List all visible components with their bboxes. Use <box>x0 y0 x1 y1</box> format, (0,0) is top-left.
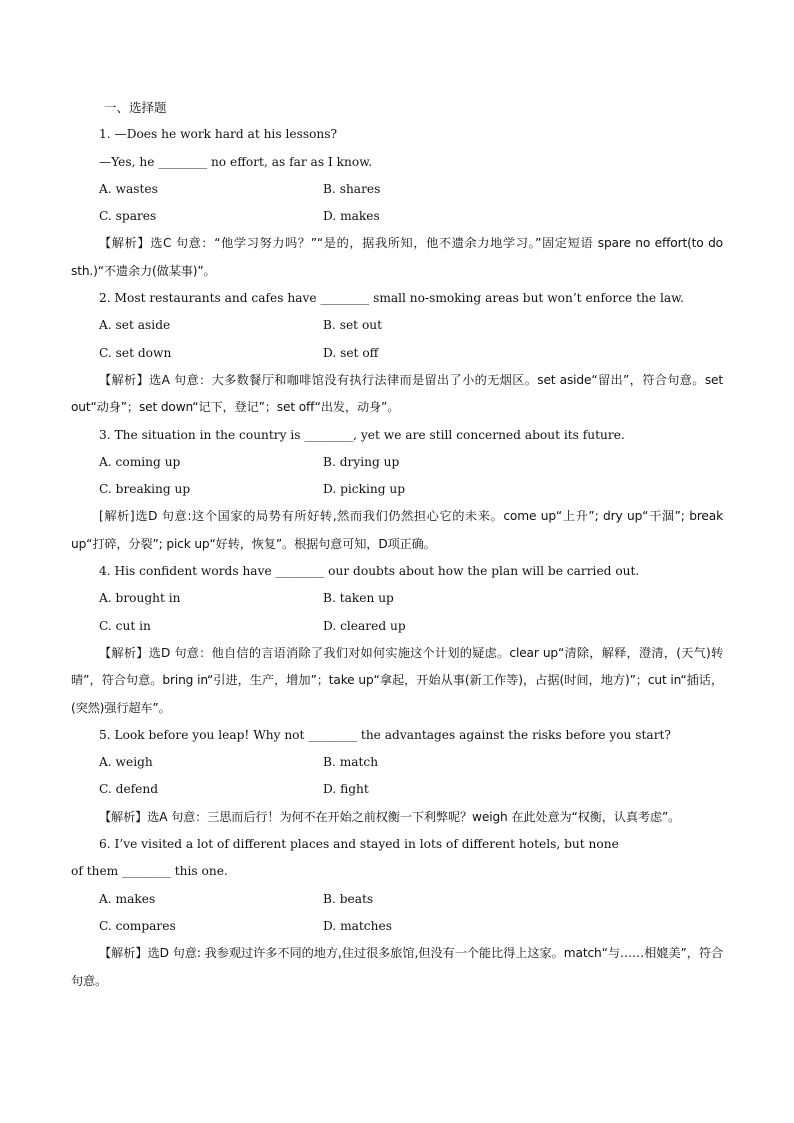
option-a: A. brought in <box>99 591 181 606</box>
question-stem: 5. Look before you leap! Why not ________ the advantages against the risks before you start? <box>99 727 671 742</box>
analysis-tag: [解析] <box>99 509 135 524</box>
analysis-tag: 【解析】 <box>99 946 148 961</box>
option-d: D. fight <box>323 782 369 797</box>
section-title: 一、选择题 <box>104 100 167 115</box>
option-d: D. set off <box>323 345 379 360</box>
question-stem: 6. I’ve visited a lot of different places and stayed in lots of different hotels, but none <box>99 837 619 852</box>
option-c: C. compares <box>99 918 176 933</box>
option-c: C. set down <box>99 345 172 360</box>
option-row <box>71 340 723 367</box>
option-b: B. drying up <box>323 454 400 469</box>
option-row <box>71 476 723 503</box>
option-row <box>71 176 723 203</box>
question-stem: 2. Most restaurants and cafes have ________ small no-smoking areas but won’t enforce the law. <box>99 291 684 306</box>
question-2 <box>71 285 723 421</box>
option-b: B. shares <box>323 181 381 196</box>
option-b: B. beats <box>323 891 374 906</box>
option-row <box>71 913 723 940</box>
answer-analysis <box>71 940 723 995</box>
option-d: D. picking up <box>323 482 406 497</box>
answer-analysis <box>71 640 723 722</box>
question-stem: 4. His confident words have ________ our doubts about how the plan will be carried out. <box>99 564 640 579</box>
option-a: A. coming up <box>99 454 181 469</box>
answer-analysis <box>71 503 723 558</box>
option-row <box>71 312 723 339</box>
question-stem: 1. —Does he work hard at his lessons? <box>99 127 338 142</box>
option-d: D. matches <box>323 918 392 933</box>
option-row <box>71 613 723 640</box>
question-1 <box>71 121 723 285</box>
question-4 <box>71 558 723 722</box>
option-row <box>71 776 723 803</box>
option-c: C. spares <box>99 209 157 224</box>
option-row <box>71 203 723 230</box>
option-row <box>71 585 723 612</box>
option-d: D. makes <box>323 209 380 224</box>
analysis-tag: 【解析】 <box>99 372 150 387</box>
option-a: A. weigh <box>99 755 153 770</box>
option-row <box>71 886 723 913</box>
question-6 <box>71 831 723 995</box>
option-c: C. defend <box>99 782 159 797</box>
question-stem: 3. The situation in the country is ________, yet we are still concerned about its future. <box>99 427 625 442</box>
analysis-text: 选A 句意：大多数餐厅和咖啡馆没有执行法律而是留出了小的无烟区。set aside“留出”，符合句意。set out“动身”；set down“记下，登记”；set off“出发，动身”。 <box>71 372 723 415</box>
option-a: A. set aside <box>99 318 171 333</box>
analysis-text: 选D 句意：他自信的言语消除了我们对如何实施这个计划的疑虑。clear up“清除，解释，澄清，(天气)转晴”，符合句意。bring in“引进，生产，增加”；take up“拿起，开始从事(新工作等)，占据(时间，地方)”；cut in“插话，(突然)强行超车”。 <box>71 645 723 715</box>
option-b: B. set out <box>323 318 383 333</box>
analysis-tag: 【解析】 <box>99 236 151 251</box>
question-5 <box>71 722 723 831</box>
option-a: A. makes <box>99 891 156 906</box>
analysis-tag: 【解析】 <box>99 809 148 824</box>
option-b: B. taken up <box>323 591 394 606</box>
answer-analysis <box>71 367 723 422</box>
option-c: C. cut in <box>99 618 151 633</box>
analysis-text: 选A 句意：三思而后行！为何不在开始之前权衡一下利弊呢？weigh 在此处意为“权衡，认真考虑”。 <box>147 809 681 824</box>
analysis-text: 选D 句意:这个国家的局势有所好转,然而我们仍然担心它的未来。come up“上升”; dry up“干涸”; break up“打碎，分裂”; pick up“好转，恢复”。根据句意可知，D项正确。 <box>71 509 723 551</box>
question-stem: of them ________ this one. <box>71 864 228 879</box>
question-list <box>71 121 723 995</box>
analysis-text: 选D 句意: 我参观过许多不同的地方,住过很多旅馆,但没有一个能比得上这家。match“与……相媲美”，符合句意。 <box>71 946 723 988</box>
answer-analysis <box>71 804 723 831</box>
option-a: A. wastes <box>99 181 158 196</box>
option-row <box>71 449 723 476</box>
answer-analysis <box>71 230 723 285</box>
option-row <box>71 749 723 776</box>
analysis-text: 选C 句意：“他学习努力吗？”“是的，据我所知，他不遗余力地学习。”固定短语 spare no effort(to do sth.)“不遗余力(做某事)”。 <box>71 236 723 278</box>
question-3 <box>71 422 723 558</box>
exercise-content <box>71 94 723 995</box>
option-c: C. breaking up <box>99 482 191 497</box>
option-b: B. match <box>323 755 379 770</box>
question-stem: —Yes, he ________ no effort, as far as I know. <box>99 154 373 169</box>
option-d: D. cleared up <box>323 618 406 633</box>
analysis-tag: 【解析】 <box>99 645 149 660</box>
